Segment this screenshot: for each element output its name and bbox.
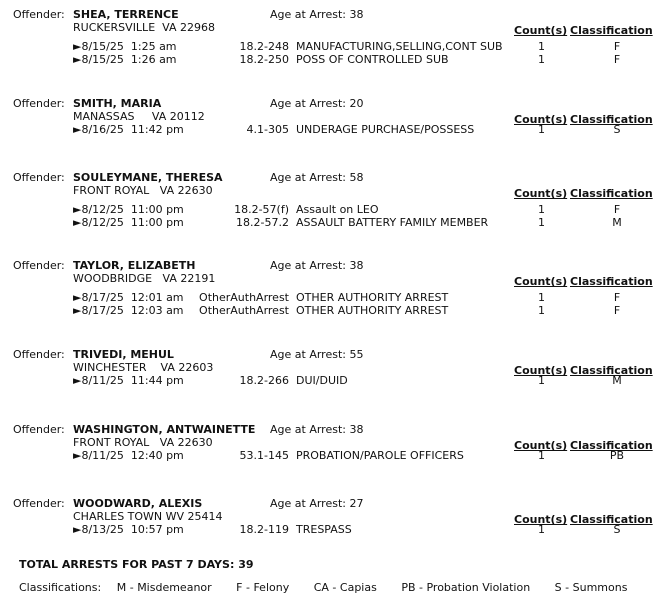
age-label: Age at Arrest: [270,97,346,110]
charge-row [0,53,671,66]
charge-datetime-text: 8/17/25 12:01 am [81,291,184,304]
charge-description: POSS OF CONTROLLED SUB [296,53,449,66]
age-at-arrest [270,259,363,272]
charge-datetime [73,203,184,216]
counts-header: Count(s) [514,275,568,288]
offender-address: WOODBRIDGE VA 22191 [73,272,216,285]
classification-header: Classification [570,187,653,200]
legend-item-probation-violation: PB - Probation Violation [401,581,531,594]
charge-datetime [73,123,184,136]
charge-row [0,304,671,317]
charge-count: 1 [538,449,545,462]
bullet-triangle-icon: ► [73,304,82,317]
offender-label: Offender: [13,97,65,110]
offender-name: WOODWARD, ALEXIS [73,497,203,510]
charge-datetime [73,374,184,387]
classification-header: Classification [570,439,653,452]
offender-label: Offender: [13,497,65,510]
charge-classification: F [613,53,621,66]
legend-item-felony: F - Felony [236,581,290,594]
age-label: Age at Arrest: [270,348,346,361]
charge-description: DUI/DUID [296,374,348,387]
offender-name: SHEA, TERRENCE [73,8,179,21]
bullet-triangle-icon: ► [73,40,82,53]
charge-description: UNDERAGE PURCHASE/POSSESS [296,123,475,136]
charge-datetime-text: 8/17/25 12:03 am [81,304,184,317]
statute-code: OtherAuthArrest [199,304,289,317]
charge-row [0,40,671,53]
offender-name: WASHINGTON, ANTWAINETTE [73,423,256,436]
total-label: TOTAL ARRESTS FOR PAST 7 DAYS: [19,558,235,571]
statute-code: 18.2-250 [239,53,289,66]
bullet-triangle-icon: ► [73,374,82,387]
bullet-triangle-icon: ► [73,291,82,304]
classification-header: Classification [570,364,653,377]
classification-header: Classification [570,513,653,526]
age-at-arrest [270,97,363,110]
charge-count: 1 [538,53,545,66]
charge-count: 1 [538,304,545,317]
charge-count: 1 [538,523,545,536]
charge-classification: S [613,523,621,536]
offender-label: Offender: [13,423,65,436]
age-at-arrest [270,348,363,361]
charge-datetime [73,449,184,462]
charge-classification: F [613,304,621,317]
counts-header: Count(s) [514,364,568,377]
offender-label: Offender: [13,348,65,361]
statute-code: 18.2-57(f) [234,203,289,216]
age-value: 20 [349,97,364,110]
bullet-triangle-icon: ► [73,53,82,66]
charge-datetime-text: 8/13/25 10:57 pm [81,523,184,536]
charge-datetime-text: 8/15/25 1:25 am [81,40,177,53]
charge-description: OTHER AUTHORITY ARREST [296,291,449,304]
offender-record [0,254,671,316]
statute-code: 4.1-305 [246,123,289,136]
age-value: 27 [349,497,364,510]
age-at-arrest [270,171,363,184]
statute-code: OtherAuthArrest [199,291,289,304]
age-label: Age at Arrest: [270,497,346,510]
charge-datetime [73,53,177,66]
charge-description: ASSAULT BATTERY FAMILY MEMBER [296,216,489,229]
charge-classification: F [613,291,621,304]
charge-datetime-text: 8/12/25 11:00 pm [81,216,184,229]
statute-code: 18.2-248 [239,40,289,53]
legend-item-summons: S - Summons [554,581,628,594]
age-value: 38 [349,8,364,21]
charge-classification: S [613,123,621,136]
age-value: 58 [349,171,364,184]
charge-datetime-text: 8/16/25 11:42 pm [81,123,184,136]
charge-datetime [73,304,184,317]
offender-address: CHARLES TOWN WV 25414 [73,510,223,523]
legend-title: Classifications: [19,581,102,594]
offender-record [0,343,671,405]
bullet-triangle-icon: ► [73,523,82,536]
age-value: 38 [349,259,364,272]
charge-classification: F [613,40,621,53]
charge-classification: F [613,203,621,216]
charge-count: 1 [538,203,545,216]
age-label: Age at Arrest: [270,259,346,272]
counts-header: Count(s) [514,439,568,452]
bullet-triangle-icon: ► [73,449,82,462]
charge-description: TRESPASS [296,523,352,536]
charge-datetime-text: 8/11/25 11:44 pm [81,374,184,387]
offender-address: WINCHESTER VA 22603 [73,361,214,374]
classification-header: Classification [570,275,653,288]
charge-row [0,374,671,387]
offender-address: MANASSAS VA 20112 [73,110,205,123]
counts-header: Count(s) [514,513,568,526]
legend-item-misdemeanor: M - Misdemeanor [116,581,212,594]
charge-row [0,449,671,462]
offender-name: SMITH, MARIA [73,97,162,110]
charge-description: PROBATION/PAROLE OFFICERS [296,449,464,462]
bullet-triangle-icon: ► [73,203,82,216]
offender-record [0,418,671,480]
statute-code: 53.1-145 [239,449,289,462]
charge-description: MANUFACTURING,SELLING,CONT SUB [296,40,503,53]
offender-record [0,92,671,154]
statute-code: 18.2-266 [239,374,289,387]
counts-header: Count(s) [514,113,568,126]
offender-address: RUCKERSVILLE VA 22968 [73,21,215,34]
charge-datetime [73,523,184,536]
charge-row [0,523,671,536]
charge-classification: PB [609,449,625,462]
counts-header: Count(s) [514,24,568,37]
bullet-triangle-icon: ► [73,216,82,229]
charge-description: Assault on LEO [296,203,379,216]
offender-address: FRONT ROYAL VA 22630 [73,436,213,449]
classification-legend [19,581,659,594]
age-at-arrest [270,423,363,436]
charge-count: 1 [538,374,545,387]
age-at-arrest [270,8,363,21]
classification-header: Classification [570,24,653,37]
charge-count: 1 [538,291,545,304]
offender-name: SOULEYMANE, THERESA [73,171,223,184]
age-label: Age at Arrest: [270,171,346,184]
offender-record [0,166,671,228]
classification-header: Classification [570,113,653,126]
counts-header: Count(s) [514,187,568,200]
age-value: 55 [349,348,364,361]
age-label: Age at Arrest: [270,8,346,21]
age-at-arrest [270,497,363,510]
charge-row [0,291,671,304]
age-label: Age at Arrest: [270,423,346,436]
charge-datetime [73,291,184,304]
offender-address: FRONT ROYAL VA 22630 [73,184,213,197]
charge-row [0,216,671,229]
statute-code: 18.2-57.2 [236,216,289,229]
total-arrests [19,558,254,571]
total-value: 39 [238,558,254,571]
legend-item-capias: CA - Capias [313,581,377,594]
offender-label: Offender: [13,259,65,272]
offender-name: TAYLOR, ELIZABETH [73,259,196,272]
charge-datetime-text: 8/11/25 12:40 pm [81,449,184,462]
age-value: 38 [349,423,364,436]
charge-classification: M [612,216,622,229]
charge-datetime-text: 8/15/25 1:26 am [81,53,177,66]
charge-datetime [73,216,184,229]
charge-row [0,203,671,216]
charge-description: OTHER AUTHORITY ARREST [296,304,449,317]
offender-label: Offender: [13,8,65,21]
statute-code: 18.2-119 [239,523,289,536]
offender-label: Offender: [13,171,65,184]
charge-classification: M [612,374,622,387]
charge-datetime-text: 8/12/25 11:00 pm [81,203,184,216]
offender-record [0,492,671,554]
charge-row [0,123,671,136]
bullet-triangle-icon: ► [73,123,82,136]
charge-count: 1 [538,40,545,53]
offender-record [0,3,671,65]
charge-count: 1 [538,123,545,136]
offender-name: TRIVEDI, MEHUL [73,348,174,361]
charge-datetime [73,40,177,53]
charge-count: 1 [538,216,545,229]
